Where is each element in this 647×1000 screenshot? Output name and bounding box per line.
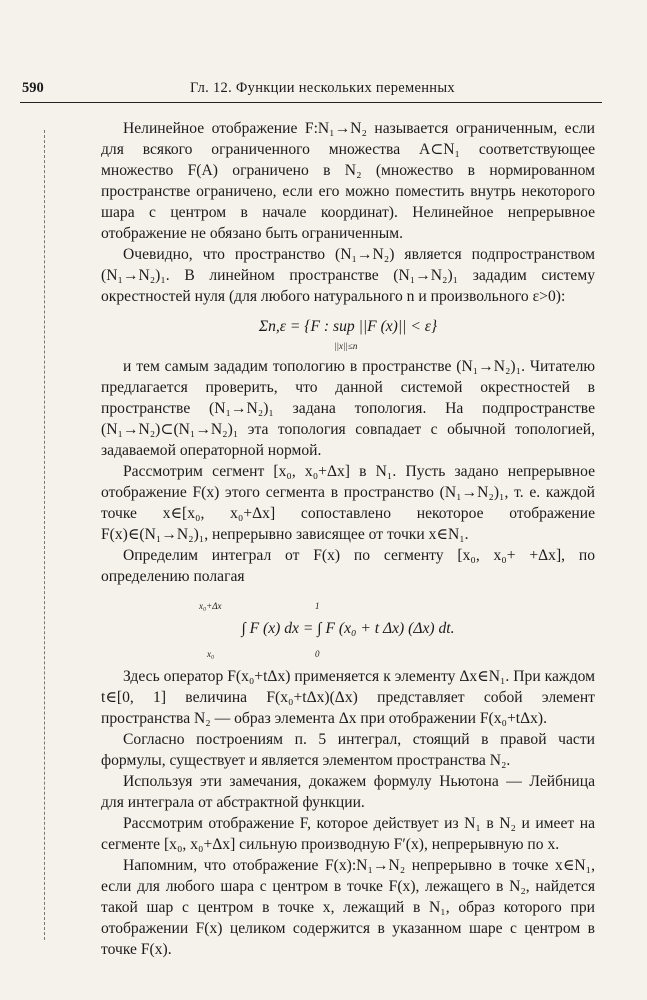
paragraph-bounded-mapping: Нелинейное отображение F:N₁→N₂ называется ограниченным, если для всякого ограниченного множества A⊂N₁ соответствующее множество F(A) ограничено в N₂ (множество в нормированном пространстве ограничено, если его можно поместить внутрь некоторого шара с центром в начале координат). Нелинейное непрерывное отображение не обязано быть ограниченным. — [101, 120, 595, 242]
paragraph-segment: Рассмотрим сегмент [x₀, x₀+Δx] в N₁. Пусть задано непрерывное отображение F(x) этого сегмента в пространство (N₁→N₂)₁, т. е. каждой точке x∈[x₀, x₀+Δx] сопоставлено некоторое отображение F(x)∈(N₁→N₂)₁, непрерывно зависящее от точки x∈N₁. — [101, 463, 595, 543]
paragraph-derivative: Рассмотрим отображение F, которое действует из N₁ в N₂ и имеет на сегменте [x₀, x₀+Δx] сильную производную F′(x), непрерывную по x. — [101, 815, 595, 853]
paragraph-integral-definition: Определим интеграл от F(x) по сегменту [x₀, x₀+ +Δx], по определению полагая — [101, 547, 595, 585]
formula-neighbourhoods-subscript: ||x||≤n — [334, 341, 358, 351]
integral-upper-limit-right: 1 — [315, 601, 320, 611]
integral-lower-limit-right: 0 — [315, 649, 320, 659]
paragraph-continuity: Напомним, что отображение F(x):N₁→N₂ непрерывно в точке x∈N₁, если для любого шара с центром в точке F(x), лежащего в N₂, найдется такой шар с центром в точке x, лежащий в N₁, образ которого при отображении F(x) целиком содержится в указанном шаре с центром в точке F(x). — [101, 857, 595, 958]
paragraph-newton-leibniz: Используя эти замечания, докажем формулу Ньютона — Лейбница для интеграла от абстрактной функции. — [101, 773, 595, 811]
paragraph-construction: Согласно построениям п. 5 интеграл, стоящий в правой части формулы, существует и является элементом пространства N₂. — [101, 731, 595, 769]
integral-lower-limit-left: x₀ — [207, 649, 215, 659]
page-number: 590 — [22, 80, 44, 96]
chapter-title: Гл. 12. Функции нескольких переменных — [190, 80, 455, 96]
paragraph-subspace: Очевидно, что пространство (N₁→N₂) является подпространством (N₁→N₂)₁. В линейном пространстве (N₁→N₂)₁ зададим систему окрестностей нуля (для любого натурального n и произвольного ε>0): — [101, 246, 595, 305]
formula-integral — [101, 596, 595, 658]
header-rule — [20, 102, 602, 103]
formula-neighbourhoods-text: Σn,ε = {F : sup ||F (x)|| < ε} — [258, 318, 438, 335]
paragraph-operator: Здесь оператор F(x₀+tΔx) применяется к элементу Δx∈N₁. При каждом t∈[0, 1] величина F(x₀+tΔx)(Δx) представляет собой элемент пространства N₂ — образ элемента Δx при отображении F(x₀+tΔx). — [101, 668, 595, 727]
integral-upper-limit-left: x₀+Δx — [199, 601, 222, 611]
paragraph-topology: и тем самым зададим топологию в пространстве (N₁→N₂)₁. Читателю предлагается проверить, что данной системой окрестностей в пространстве (N₁→N₂)₁ задана топология. На подпространстве (N₁→N₂)⊂(N₁→N₂)₁ эта топология совпадает с обычной топологией, задаваемой операторной нормой. — [101, 358, 595, 459]
running-header — [22, 80, 607, 104]
main-text — [101, 118, 595, 960]
formula-integral-text: ∫ F (x) dx = ∫ F (x₀ + t Δx) (Δx) dt. — [241, 620, 455, 637]
formula-neighbourhoods — [101, 316, 595, 351]
margin-line — [44, 130, 45, 940]
